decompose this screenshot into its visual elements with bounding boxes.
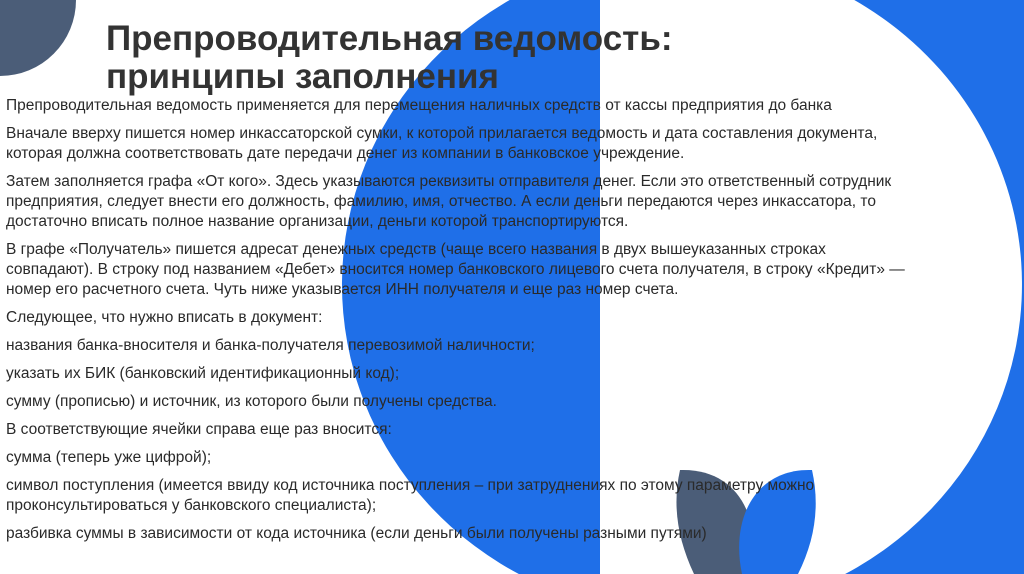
paragraph [6,524,1006,544]
paragraph-line: Вначале вверху пишется номер инкассаторской сумки, к которой прилагается ведомость и дата составления документа, [6,125,878,142]
paragraph-line: номер его расчетного счета. Чуть ниже указывается ИНН получателя и еще раз номер счета. [6,281,679,298]
paragraph [6,476,1006,516]
paragraph [6,124,1006,164]
paragraph [6,240,1006,300]
paragraph [6,420,1006,440]
slide-body [6,96,1006,552]
top-left-circle-shape [0,0,76,76]
paragraph-line: предприятия, следует внести его должность, фамилию, имя, отчество. А если деньги передаются через инкассатора, то [6,193,876,210]
paragraph-line: названия банка-вносителя и банка-получателя перевозимой наличности; [6,337,535,354]
paragraph-line: В графе «Получатель» пишется адресат денежных средств (чаще всего названия в двух вышеуказанных строках [6,241,826,258]
paragraph-line: разбивка суммы в зависимости от кода источника (если деньги были получены разными путями) [6,525,707,542]
paragraph-line: достаточно вписать полное название организации, деньги которой транспортируются. [6,213,629,230]
slide-title-line-1: Препроводительная ведомость: [106,19,673,58]
paragraph [6,172,1006,232]
paragraph-line: указать их БИК (банковский идентификационный код); [6,365,400,382]
paragraph-line: совпадают). В строку под названием «Дебет» вносится номер банковского лицевого счета получателя, в строку «Кредит» — [6,261,905,278]
paragraph [6,448,1006,468]
paragraph-line: Следующее, что нужно вписать в документ: [6,309,323,326]
paragraph-line: Затем заполняется графа «От кого». Здесь указываются реквизиты отправителя денег. Если это ответственный сотрудник [6,173,892,190]
paragraph-line: которая должна соответствовать дате передачи денег из компании в банковское учреждение. [6,145,685,162]
paragraph-line: проконсультироваться у банковского специалиста); [6,497,377,514]
slide-title-line-2: принципы заполнения [106,57,499,96]
slide-title [106,20,673,96]
paragraph-line: В соответствующие ячейки справа еще раз вносится: [6,421,392,438]
paragraph [6,392,1006,412]
paragraph [6,96,1006,116]
paragraph-line: символ поступления (имеется ввиду код источника поступления – при затруднениях по этому параметру можно [6,477,815,494]
paragraph [6,364,1006,384]
paragraph-line: сумма (теперь уже цифрой); [6,449,212,466]
paragraph [6,336,1006,356]
paragraph [6,308,1006,328]
paragraph-line: Препроводительная ведомость применяется для перемещения наличных средств от кассы предприятия до банка [6,97,832,114]
paragraph-line: сумму (прописью) и источник, из которого были получены средства. [6,393,497,410]
